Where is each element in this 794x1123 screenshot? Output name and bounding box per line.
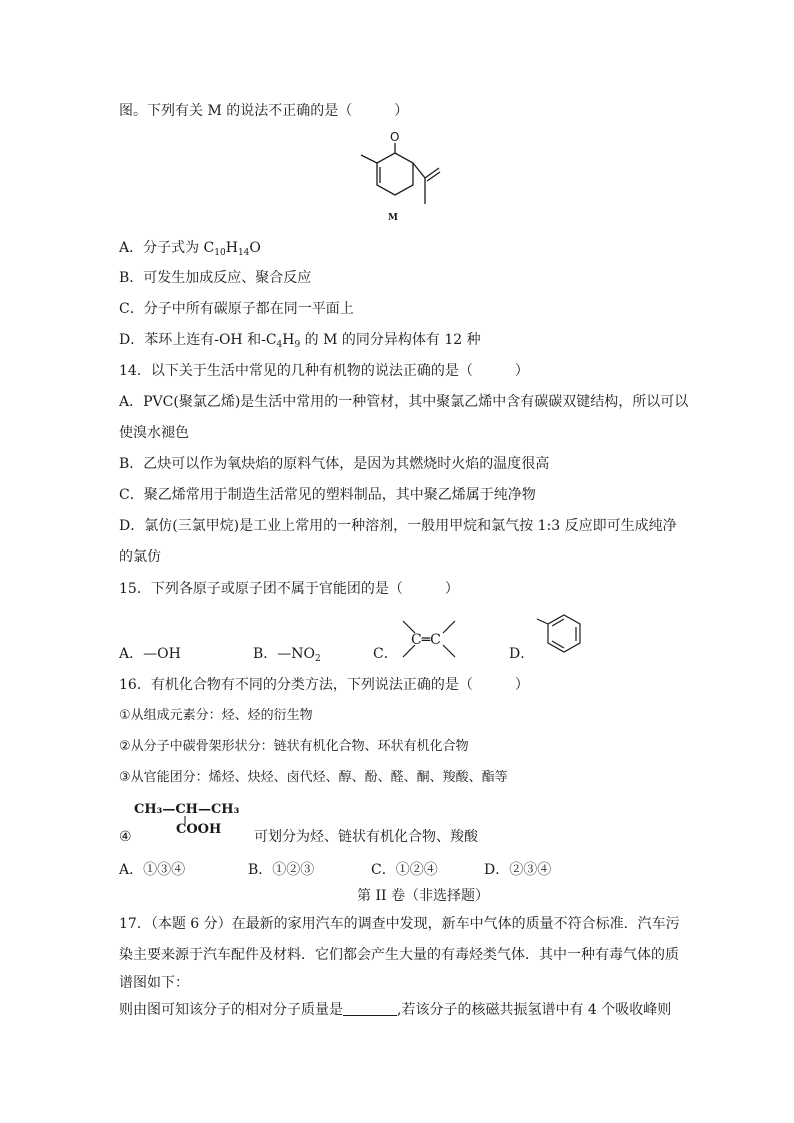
q15-option-a: A．—OH	[119, 646, 181, 662]
molecule-m-label: M	[388, 213, 398, 223]
phenyl-group-structure	[535, 610, 585, 662]
q17-line-4: 则由图可知该分子的相对分子质量是 ,若该分子的核磁共振氢谱中有 4 个吸收峰则	[119, 1002, 672, 1018]
alkene-c-eq-c: C═C	[411, 632, 441, 648]
q17-line-1: 17．（本题 6 分）在最新的家用汽车的调查中发现，新车中气体的质量不符合标准．汽车污	[119, 916, 680, 932]
alkene-double-bond-structure	[398, 618, 460, 660]
q16-item-4-number: ④	[119, 829, 132, 845]
q16-item-4-text: 可划分为烃、链状有机化合物、羧酸	[254, 829, 478, 845]
q13-option-c: C．分子中所有碳原子都在同一平面上	[119, 301, 354, 317]
answer-blank[interactable]	[343, 1001, 397, 1016]
q15-option-b: B．$—NO_2$	[253, 646, 321, 664]
q16-option-b: B．①②③	[248, 862, 315, 878]
q16-item-4-structure-bottom: COOH	[176, 822, 222, 837]
q16-option-c: C．①②④	[371, 862, 438, 878]
q14-stem: 14．以下关于生活中常见的几种有机物的说法正确的是（ ）	[119, 363, 529, 379]
q16-item-2: ②从分子中碳骨架形状分：链状有机化合物、环状有机化合物	[119, 739, 469, 754]
q16-option-d: D．②③④	[484, 862, 552, 878]
q13-option-b: B．可发生加成反应、聚合反应	[119, 270, 312, 286]
q14-option-d-line2: 的氯仿	[119, 549, 161, 565]
q14-option-a-line1: A．PVC(聚氯乙烯)是生活中常用的一种管材，其中聚氯乙烯中含有碳碳双键结构，所以可以	[119, 394, 689, 410]
q16-item-3: ③从官能团分：烯烃、炔烃、卤代烃、醇、酚、醛、酮、羧酸、酯等	[119, 770, 508, 785]
q15-option-c: C．	[373, 646, 398, 662]
molecule-m-structure	[355, 128, 445, 223]
q16-item-4-structure-top: CH₃—CH—CH₃	[134, 802, 240, 817]
q15-option-d: D．	[509, 646, 535, 662]
q13-option-a: A．分子式为 $C_{10}H_{14}O$	[119, 240, 261, 258]
q13-option-d: D．苯环上连有-OH 和$-C_4H_9$ 的 M 的同分异构体有 12 种	[119, 332, 481, 350]
section-2-title: 第 II 卷（非选择题）	[357, 888, 489, 904]
q14-option-b: B．乙炔可以作为氧炔焰的原料气体，是因为其燃烧时火焰的温度很高	[119, 456, 550, 472]
q14-option-d-line1: D．氯仿(三氯甲烷)是工业上常用的一种溶剂，一般用甲烷和氯气按 1:3 反应即可生成纯净	[119, 518, 677, 534]
q16-item-1: ①从组成元素分：烃、烃的衍生物	[119, 708, 313, 723]
q13-stem: 图。下列有关 M 的说法不正确的是（ ）	[119, 103, 409, 119]
q16-stem: 16．有机化合物有不同的分类方法，下列说法正确的是（ ）	[119, 677, 529, 693]
q17-line-2: 染主要来源于汽车配件及材料．它们都会产生大量的有毒烃类气体．其中一种有毒气体的质	[119, 947, 679, 963]
q17-line-3: 谱图如下：	[119, 975, 189, 991]
molecule-m-oxygen: O	[390, 130, 400, 144]
q16-option-a: A．①③④	[119, 862, 186, 878]
q15-stem: 15．下列各原子或原子团不属于官能团的是（ ）	[119, 581, 459, 597]
q14-option-a-line2: 使溴水褪色	[119, 425, 189, 441]
q14-option-c: C．聚乙烯常用于制造生活常见的塑料制品，其中聚乙烯属于纯净物	[119, 487, 536, 503]
